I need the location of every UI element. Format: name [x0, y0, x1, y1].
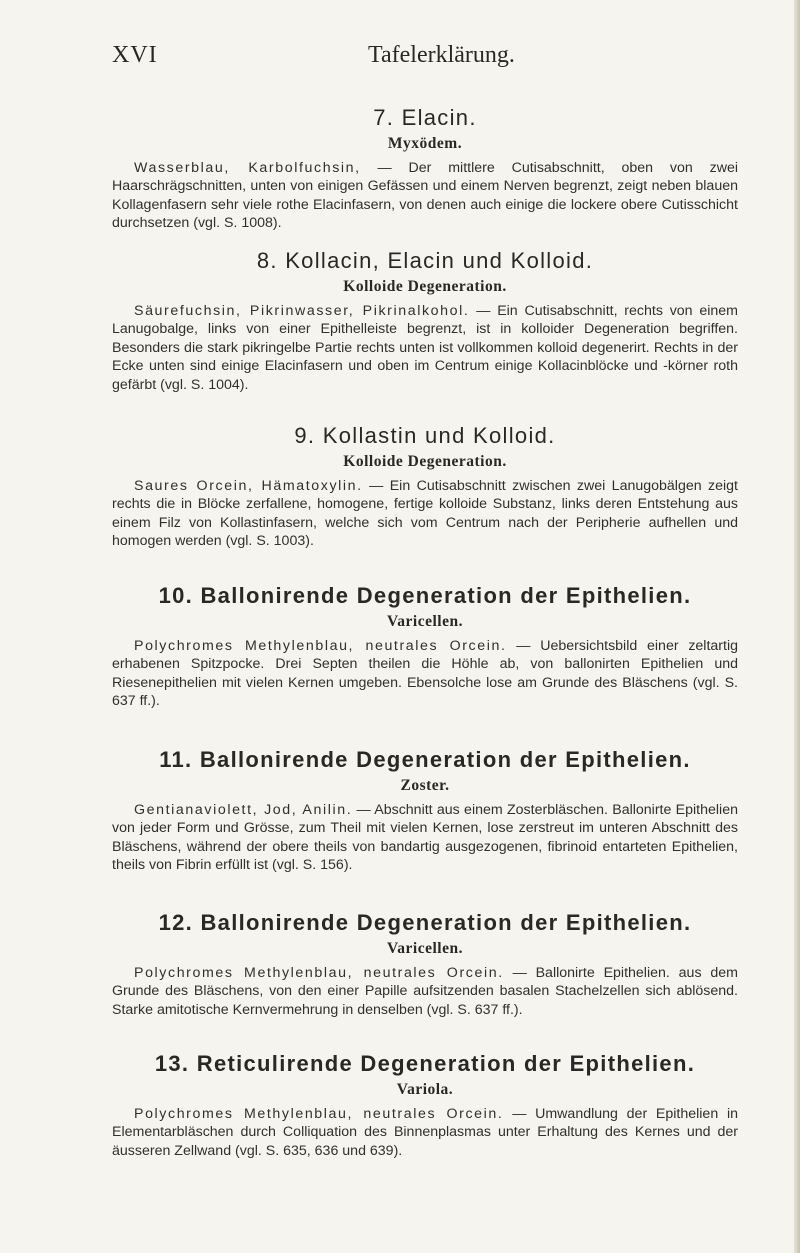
- stain-list: Polychromes Methylenblau, neutrales Orcein.: [134, 965, 504, 981]
- stain-list: Gentianaviolett, Jod, Anilin.: [134, 802, 353, 818]
- section-text: — Uebersichtsbild einer zeltartig erhabenen Spitzpocke. Drei Septen theilen die Höhle ab, von ballonirten Epithelien und Riesenepithelien mit vielen Kernen umgeben. Ebensolche lose am Grunde des Bläschens (vgl. S. 637 ff.).: [112, 638, 738, 710]
- section-text: — Der mittlere Cutisabschnitt, oben von zwei Haarschrägschnitten, unten von einigen Gefässen und einem Nerven begrenzt, zeigt neben blauen Kollagenfasern sehr viele rothe Elacinfasern, von denen auch einige die lockere obere Cutisschicht durchsetzen (vgl. S. 1008).: [112, 160, 738, 232]
- section-title: 9. Kollastin und Kolloid.: [294, 423, 556, 448]
- section-subtitle: Kolloide Degeneration.: [343, 278, 507, 295]
- page-edge: [794, 0, 800, 1253]
- section-title: 7. Elacin.: [373, 105, 477, 130]
- plate-section-8: [112, 248, 738, 394]
- section-subtitle: Varicellen.: [387, 940, 463, 957]
- section-subtitle: Kolloide Degeneration.: [343, 453, 507, 470]
- section-subtitle: Zoster.: [400, 777, 450, 794]
- stain-list: Polychromes Methylenblau, neutrales Orcein.: [134, 638, 507, 654]
- section-subtitle: Varicellen.: [387, 613, 463, 630]
- section-title: 8. Kollacin, Elacin und Kolloid.: [256, 248, 594, 273]
- page-header: [0, 42, 800, 82]
- page-header-title: Tafelerklärung.: [368, 42, 515, 68]
- section-text: — Ein Cutisabschnitt, rechts von einem Lanugobalge, links von einer Epithelleiste begrenzt, ist in kolloider Degeneration begriffen. Besonders die stark pikringelbe Partie rechts unten ist vollkommen kolloid degenerirt. Rechts in der Ecke unten sind einige Elacinfasern und oben im Centrum einige Kollacinblöcke und -körner roth gefärbt (vgl. S. 1004).: [112, 303, 738, 393]
- section-subtitle: Myxödem.: [387, 135, 463, 152]
- section-paragraph: [112, 637, 738, 711]
- stain-list: Wasserblau, Karbolfuchsin,: [134, 160, 361, 176]
- section-text: — Ballonirte Epithelien. aus dem Grunde des Bläschens, von den einer Papille aufsitzenden basalen Stachelzellen sich ablösend. Starke amitotische Kernvermehrung in denselben (vgl. S. 637 ff.).: [112, 965, 738, 1018]
- stain-list: Polychromes Methylenblau, neutrales Orcein.: [134, 1106, 504, 1122]
- section-paragraph: [112, 1105, 738, 1160]
- section-title: 13. Reticulirende Degeneration der Epithelien.: [154, 1051, 696, 1076]
- section-paragraph: [112, 477, 738, 551]
- section-paragraph: [112, 964, 738, 1019]
- section-paragraph: [112, 159, 738, 233]
- section-title: 11. Ballonirende Degeneration der Epithelien.: [159, 747, 691, 772]
- plate-section-11: [112, 747, 738, 875]
- plate-section-13: [112, 1051, 738, 1160]
- section-paragraph: [112, 801, 738, 875]
- section-title: 10. Ballonirende Degeneration der Epithelien.: [158, 583, 692, 608]
- stain-list: Saures Orcein, Hämatoxylin.: [134, 478, 363, 494]
- stain-list: Säurefuchsin, Pikrinwasser, Pikrinalkohol.: [134, 303, 470, 319]
- section-text: — Ein Cutisabschnitt zwischen zwei Lanugobälgen zeigt rechts die in Blöcke zerfallene, homogene, fertige kolloide Substanz, links deren Entstehung aus einem Filz von Kollastinfasern, welche sich vom Centrum nach der Peripherie aufhellen und homogen werden (vgl. S. 1003).: [112, 478, 739, 550]
- plate-section-9: [112, 423, 738, 551]
- plate-section-10: [112, 583, 738, 711]
- section-title: 12. Ballonirende Degeneration der Epithelien.: [158, 910, 692, 935]
- section-text: — Abschnitt aus einem Zosterbläschen. Ballonirte Epithelien von jeder Form und Grösse, zum Theil mit vielen Kernen, lose zerstreut im unteren Abschnitt des Bläschens, während der obere theils von bandartig ausgezogenen, fibrinoid entarteten Epithelien, theils von Fibrin erfüllt ist (vgl. S. 156).: [112, 802, 738, 874]
- section-paragraph: [112, 302, 738, 394]
- plate-section-12: [112, 910, 738, 1019]
- plate-section-7: [112, 105, 738, 233]
- section-text: — Umwandlung der Epithelien in Elementarbläschen durch Colliquation des Binnenplasmas unter Erhaltung des Kernes und der äusseren Zellwand (vgl. S. 635, 636 und 639).: [112, 1106, 738, 1159]
- page-number: XVI: [112, 42, 158, 68]
- section-subtitle: Variola.: [396, 1081, 454, 1098]
